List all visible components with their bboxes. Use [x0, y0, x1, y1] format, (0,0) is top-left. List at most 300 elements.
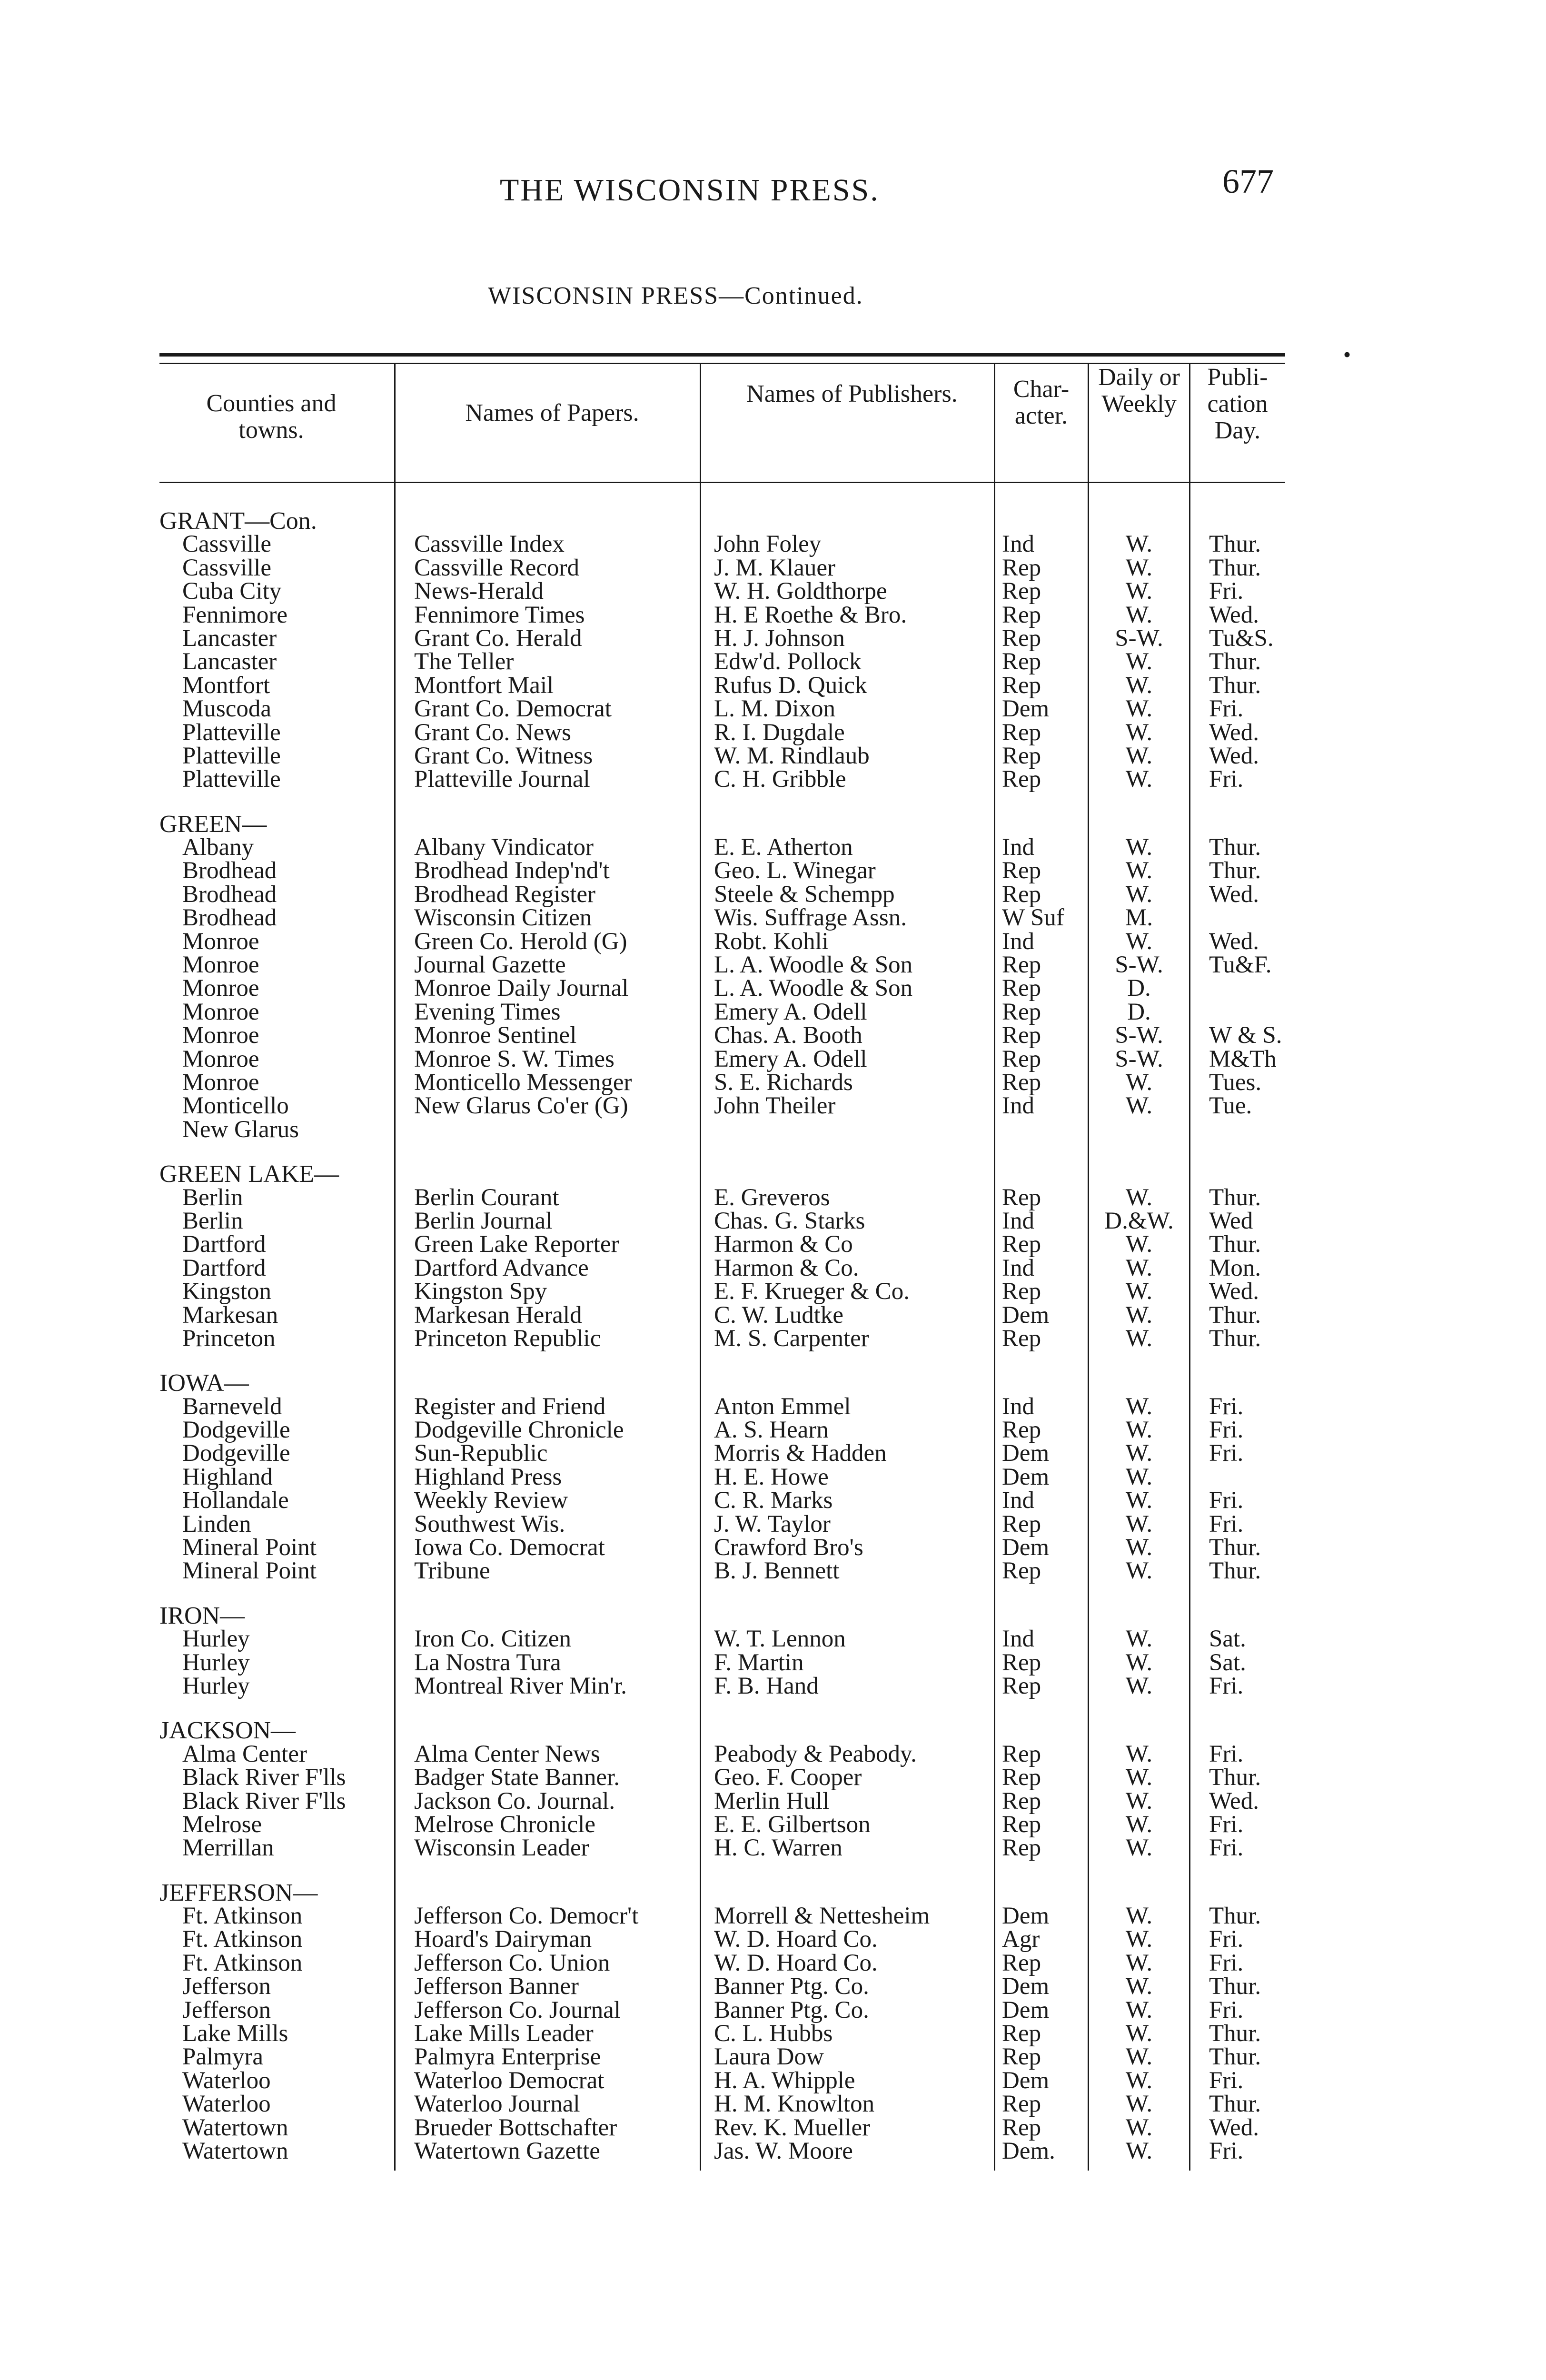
day-cell: Wed. [1209, 601, 1259, 628]
paper-cell: Monroe S. W. Times [414, 1045, 614, 1072]
day-cell: Fri. [1209, 2067, 1244, 2094]
column-day [1209, 509, 1285, 2163]
day-cell: Fri. [1209, 1811, 1244, 1838]
paper-cell: Green Co. Herold (G) [414, 928, 627, 955]
town-cell: Brodhead [182, 904, 277, 932]
paper-cell: Badger State Banner. [414, 1764, 620, 1791]
day-cell [1209, 977, 1285, 1000]
town-cell: New Glarus [182, 1116, 299, 1143]
paper-cell: Watertown Gazette [414, 2138, 600, 2164]
paper-cell: Albany Vindicator [414, 834, 594, 861]
publisher-cell: Steele & Schempp [714, 881, 895, 908]
day-cell: Fri. [1209, 578, 1244, 605]
day-cell: M&Th [1209, 1045, 1277, 1072]
character-cell [1002, 1118, 1088, 1141]
character-cell: Ind [1002, 1487, 1034, 1514]
character-cell: Rep [1002, 601, 1041, 628]
paper-cell: Sun-Republic [414, 1440, 548, 1467]
frequency-cell: W. [1125, 1092, 1153, 1120]
page-number: 677 [1222, 162, 1274, 200]
town-cell: Barneveld [182, 1393, 282, 1420]
town-cell: Ft. Atkinson [182, 1903, 303, 1930]
paper-cell: Tribune [414, 1557, 490, 1585]
spacer-row [1002, 1604, 1088, 1627]
day-cell: Fri. [1209, 1996, 1244, 2023]
character-cell: Rep [1002, 742, 1041, 769]
character-cell: Rep [1002, 648, 1041, 675]
town-cell: Berlin [182, 1207, 243, 1234]
town-cell: Monroe [182, 1022, 259, 1049]
publisher-cell: H. J. Johnson [714, 625, 845, 652]
day-cell: Sat. [1209, 1649, 1246, 1676]
character-cell: Dem [1002, 1903, 1050, 1930]
day-cell: Thur. [1209, 2020, 1261, 2047]
character-cell: Rep [1002, 1045, 1041, 1072]
header-frequency: Daily or Weekly [1098, 364, 1180, 417]
character-cell: Rep [1002, 2043, 1041, 2071]
spacer-row [1002, 1881, 1088, 1904]
character-cell: Ind [1002, 531, 1034, 558]
day-cell: Fri. [1209, 1949, 1244, 1976]
day-cell: Thur. [1209, 857, 1261, 884]
frequency-cell: W. [1125, 1996, 1153, 2023]
character-cell: Rep [1002, 2091, 1041, 2118]
paper-cell: Kingston Spy [414, 1278, 547, 1305]
day-cell: Wed. [1209, 1278, 1259, 1305]
column-towns [159, 509, 393, 2163]
frequency-cell: W. [1125, 2138, 1153, 2164]
paper-cell: Platteville Journal [414, 766, 590, 793]
frequency-cell: D. [1127, 998, 1151, 1025]
day-cell: Mon. [1209, 1254, 1261, 1281]
town-cell: Albany [182, 834, 254, 861]
frequency-cell: W. [1125, 1301, 1153, 1329]
frequency-cell: W. [1125, 1926, 1153, 1953]
day-cell: Thur. [1209, 834, 1261, 861]
publisher-cell: Emery A. Odell [714, 998, 867, 1025]
frequency-cell: W. [1125, 1231, 1153, 1258]
day-cell: Sat. [1209, 1626, 1246, 1653]
county-heading: JEFFERSON— [159, 1879, 318, 1906]
character-cell: Rep [1002, 766, 1041, 793]
paper-cell: Princeton Republic [414, 1325, 601, 1352]
frequency-cell: W. [1125, 1672, 1153, 1699]
frequency-cell: W. [1125, 1764, 1153, 1791]
day-cell: Wed [1209, 1207, 1253, 1234]
town-cell: Waterloo [182, 2091, 271, 2118]
publisher-cell: Emery A. Odell [714, 1045, 867, 1072]
county-heading: GREEN LAKE— [159, 1160, 339, 1188]
paper-cell: Monticello Messenger [414, 1069, 632, 1096]
spacer-row [1209, 1371, 1285, 1395]
paper-cell: Dartford Advance [414, 1254, 589, 1281]
frequency-cell: W. [1125, 601, 1153, 628]
town-cell: Berlin [182, 1184, 243, 1211]
town-cell: Monroe [182, 928, 259, 955]
spacer-row [1209, 1162, 1285, 1186]
frequency-cell: W. [1125, 719, 1153, 746]
margin-mark: • [1343, 342, 1351, 367]
paper-cell: Brueder Bottschafter [414, 2114, 617, 2141]
frequency-cell: W. [1125, 554, 1153, 581]
running-title: THE WISCONSIN PRESS. [500, 173, 880, 208]
character-cell: Rep [1002, 625, 1041, 652]
town-cell: Dartford [182, 1254, 266, 1281]
character-cell: Ind [1002, 834, 1034, 861]
paper-cell: Journal Gazette [414, 952, 566, 979]
town-cell: Palmyra [182, 2043, 263, 2071]
character-cell: Ind [1002, 1393, 1034, 1420]
spacer-row [1209, 813, 1285, 836]
paper-cell: Waterloo Journal [414, 2091, 580, 2118]
town-cell: Monroe [182, 1045, 259, 1072]
paper-cell: New Glarus Co'er (G) [414, 1092, 628, 1120]
paper-cell: Montreal River Min'r. [414, 1672, 627, 1699]
paper-cell: Montfort Mail [414, 672, 554, 699]
frequency-cell: W. [1125, 1787, 1153, 1815]
frequency-cell: W. [1125, 1835, 1153, 1862]
town-cell: Markesan [182, 1301, 278, 1329]
day-cell: Fri. [1209, 1393, 1244, 1420]
character-cell: Rep [1002, 857, 1041, 884]
day-cell: Tues. [1209, 1069, 1262, 1096]
character-cell: Rep [1002, 1835, 1041, 1862]
publisher-cell: E. E. Atherton [714, 834, 853, 861]
town-cell: Hurley [182, 1626, 250, 1653]
town-cell: Brodhead [182, 857, 277, 884]
town-cell: Merrillan [182, 1835, 274, 1862]
publisher-cell: L. A. Woodle & Son [714, 952, 913, 979]
publisher-cell: Edw'd. Pollock [714, 648, 862, 675]
day-cell: Fri. [1209, 2138, 1244, 2164]
paper-cell: Melrose Chronicle [414, 1811, 595, 1838]
header-bottom-rule [159, 482, 1285, 483]
publisher-cell: F. Martin [714, 1649, 804, 1676]
frequency-cell: W. [1125, 695, 1153, 723]
frequency-cell: W. [1125, 1487, 1153, 1514]
day-cell: Thur. [1209, 554, 1261, 581]
column-character [1002, 509, 1088, 2163]
character-cell: Rep [1002, 1510, 1041, 1537]
day-cell: Thur. [1209, 1301, 1261, 1329]
character-cell: Rep [1002, 1949, 1041, 1976]
town-cell: Lancaster [182, 625, 277, 652]
frequency-cell: W. [1125, 1649, 1153, 1676]
county-heading: GRANT—Con. [159, 507, 317, 535]
character-cell: Rep [1002, 2114, 1041, 2141]
publisher-cell: Peabody & Peabody. [714, 1740, 917, 1767]
frequency-cell: D.&W. [1104, 1207, 1174, 1234]
day-cell: Fri. [1209, 766, 1244, 793]
publisher-cell: Banner Ptg. Co. [714, 1996, 869, 2023]
paper-cell: Brodhead Indep'nd't [414, 857, 610, 884]
day-cell: Thur. [1209, 1764, 1261, 1791]
character-cell: Rep [1002, 1764, 1041, 1791]
frequency-cell: W. [1125, 1069, 1153, 1096]
paper-cell: The Teller [414, 648, 514, 675]
town-cell: Jefferson [182, 1973, 271, 2000]
paper-cell: Evening Times [414, 998, 561, 1025]
character-cell: Rep [1002, 1557, 1041, 1585]
frequency-cell: W. [1125, 672, 1153, 699]
spacer-row [414, 1881, 700, 1904]
day-cell: Thur. [1209, 1231, 1261, 1258]
publisher-cell: F. B. Hand [714, 1672, 819, 1699]
town-cell: Monroe [182, 1069, 259, 1096]
publisher-cell: W. T. Lennon [714, 1626, 846, 1653]
paper-cell: Berlin Courant [414, 1184, 559, 1211]
town-cell: Mineral Point [182, 1557, 317, 1585]
publisher-cell: Rev. K. Mueller [714, 2114, 871, 2141]
frequency-cell: S-W. [1115, 1045, 1163, 1072]
day-cell: Tue. [1209, 1092, 1252, 1120]
day-cell: Fri. [1209, 1487, 1244, 1514]
spacer-row [414, 1604, 700, 1627]
publisher-cell: John Foley [714, 531, 822, 558]
day-cell: Thur. [1209, 1534, 1261, 1561]
county-heading: GREEN— [159, 810, 267, 838]
character-cell: Dem [1002, 1463, 1050, 1490]
town-cell: Linden [182, 1510, 251, 1537]
frequency-cell: W. [1125, 648, 1153, 675]
day-cell: Thur. [1209, 672, 1261, 699]
town-cell: Watertown [182, 2114, 288, 2141]
frequency-cell: W. [1125, 1811, 1153, 1838]
publisher-cell: A. S. Hearn [714, 1417, 829, 1444]
header-papers: Names of Papers. [465, 399, 639, 426]
day-cell: Tu&F. [1209, 952, 1272, 979]
frequency-cell: W. [1125, 2043, 1153, 2071]
column-papers [414, 509, 700, 2163]
table-title: WISCONSIN PRESS—Continued. [488, 282, 863, 309]
town-cell: Ft. Atkinson [182, 1949, 303, 1976]
frequency-cell: M. [1125, 904, 1153, 932]
paper-cell: Grant Co. Herald [414, 625, 582, 652]
frequency-cell: W. [1125, 834, 1153, 861]
frequency-cell: W. [1125, 578, 1153, 605]
column-frequency [1089, 509, 1189, 2163]
town-cell: Hurley [182, 1672, 250, 1699]
spacer-row [1002, 509, 1088, 533]
frequency-cell: W. [1125, 1949, 1153, 1976]
frequency-cell: W. [1125, 1463, 1153, 1490]
day-cell: W & S. [1209, 1022, 1282, 1049]
spacer-row [714, 1371, 992, 1395]
paper-cell: Palmyra Enterprise [414, 2043, 601, 2071]
frequency-cell: W. [1125, 1973, 1153, 2000]
paper-cell: Green Lake Reporter [414, 1231, 619, 1258]
publisher-cell: Wis. Suffrage Assn. [714, 904, 907, 932]
publisher-cell: W. H. Goldthorpe [714, 578, 887, 605]
publisher-cell: R. I. Dugdale [714, 719, 845, 746]
frequency-cell: D. [1127, 975, 1151, 1002]
frequency-cell: W. [1125, 1626, 1153, 1653]
town-cell: Watertown [182, 2138, 288, 2164]
town-cell: Princeton [182, 1325, 276, 1352]
character-cell: Rep [1002, 881, 1041, 908]
frequency-cell: W. [1125, 1184, 1153, 1211]
publisher-cell: H. E Roethe & Bro. [714, 601, 907, 628]
publisher-cell: W. D. Hoard Co. [714, 1926, 878, 1953]
character-cell: Rep [1002, 975, 1041, 1002]
character-cell: Rep [1002, 2020, 1041, 2047]
character-cell: Rep [1002, 554, 1041, 581]
town-cell: Jefferson [182, 1996, 271, 2023]
spacer-row [1002, 1162, 1088, 1186]
divider-3 [994, 364, 995, 2171]
publisher-cell: Rufus D. Quick [714, 672, 867, 699]
character-cell: Rep [1002, 998, 1041, 1025]
character-cell: Dem [1002, 2067, 1050, 2094]
character-cell: Rep [1002, 1022, 1041, 1049]
spacer-row [714, 1162, 992, 1186]
character-cell: Rep [1002, 952, 1041, 979]
paper-cell: Grant Co. Witness [414, 742, 593, 769]
character-cell: Rep [1002, 672, 1041, 699]
character-cell: Rep [1002, 1069, 1041, 1096]
town-cell: Monroe [182, 952, 259, 979]
publisher-cell: M. S. Carpenter [714, 1325, 869, 1352]
character-cell: Rep [1002, 1417, 1041, 1444]
frequency-cell: W. [1125, 1903, 1153, 1930]
town-cell: Hollandale [182, 1487, 289, 1514]
spacer-row [1209, 1719, 1285, 1742]
paper-cell: Brodhead Register [414, 881, 595, 908]
spacer-row [714, 813, 992, 836]
spacer-row [1089, 1604, 1189, 1627]
publisher-cell: C. R. Marks [714, 1487, 833, 1514]
town-cell: Mineral Point [182, 1534, 317, 1561]
paper-cell: Jefferson Co. Democr't [414, 1903, 639, 1930]
paper-cell: Cassville Record [414, 554, 580, 581]
publisher-cell: J. W. Taylor [714, 1510, 831, 1537]
town-cell: Dodgeville [182, 1440, 290, 1467]
frequency-cell: W. [1125, 1254, 1153, 1281]
publisher-cell: W. M. Rindlaub [714, 742, 870, 769]
character-cell: Rep [1002, 1325, 1041, 1352]
county-heading: IOWA— [159, 1369, 249, 1397]
spacer-row [1002, 1371, 1088, 1395]
day-cell: Fri. [1209, 1926, 1244, 1953]
day-cell: Tu&S. [1209, 625, 1274, 652]
day-cell: Thur. [1209, 648, 1261, 675]
spacer-row [714, 1604, 992, 1627]
frequency-cell: W. [1125, 1557, 1153, 1585]
character-cell: Rep [1002, 1649, 1041, 1676]
publisher-cell: J. M. Klauer [714, 554, 835, 581]
divider-1 [394, 364, 396, 2171]
publisher-cell: Crawford Bro's [714, 1534, 863, 1561]
spacer-row [1089, 1371, 1189, 1395]
publisher-cell: Chas. G. Starks [714, 1207, 865, 1234]
paper-cell: Wisconsin Citizen [414, 904, 592, 932]
paper-cell: Iowa Co. Democrat [414, 1534, 605, 1561]
day-cell: Thur. [1209, 1557, 1261, 1585]
character-cell: Ind [1002, 1207, 1034, 1234]
frequency-cell: W. [1125, 1440, 1153, 1467]
day-cell [1209, 1001, 1285, 1024]
publisher-cell: E. E. Gilbertson [714, 1811, 871, 1838]
paper-cell: Monroe Sentinel [414, 1022, 577, 1049]
town-cell: Monticello [182, 1092, 289, 1120]
publisher-cell: H. A. Whipple [714, 2067, 855, 2094]
publisher-cell: Anton Emmel [714, 1393, 851, 1420]
publisher-cell: Merlin Hull [714, 1787, 830, 1815]
town-cell: Platteville [182, 766, 281, 793]
frequency-cell: S-W. [1115, 952, 1163, 979]
paper-cell: Jefferson Co. Journal [414, 1996, 621, 2023]
town-cell: Montfort [182, 672, 270, 699]
publisher-cell: Harmon & Co. [714, 1254, 859, 1281]
column-publishers [714, 509, 992, 2163]
day-cell: Wed. [1209, 881, 1259, 908]
frequency-cell [1089, 1118, 1189, 1141]
character-cell: Rep [1002, 1184, 1041, 1211]
divider-2 [700, 364, 701, 2171]
paper-cell: Register and Friend [414, 1393, 606, 1420]
spacer-row [1002, 813, 1088, 836]
character-cell: Dem [1002, 695, 1050, 723]
publisher-cell: Banner Ptg. Co. [714, 1973, 869, 2000]
publisher-cell [714, 1118, 992, 1141]
town-cell: Cuba City [182, 578, 282, 605]
day-cell: Fri. [1209, 695, 1244, 723]
publisher-cell: Harmon & Co [714, 1231, 853, 1258]
publisher-cell: Geo. L. Winegar [714, 857, 876, 884]
character-cell: Dem [1002, 1440, 1050, 1467]
day-cell: Thur. [1209, 2091, 1261, 2118]
town-cell: Monroe [182, 998, 259, 1025]
character-cell: Dem [1002, 1301, 1050, 1329]
day-cell: Thur. [1209, 1184, 1261, 1211]
town-cell: Alma Center [182, 1740, 307, 1767]
day-cell: Thur. [1209, 1903, 1261, 1930]
day-cell: Thur. [1209, 531, 1261, 558]
publisher-cell: H. M. Knowlton [714, 2091, 875, 2118]
day-cell: Fri. [1209, 1440, 1244, 1467]
frequency-cell: W. [1125, 2091, 1153, 2118]
frequency-cell: W. [1125, 1393, 1153, 1420]
publisher-cell: W. D. Hoard Co. [714, 1949, 878, 1976]
publisher-cell: C. W. Ludtke [714, 1301, 844, 1329]
town-cell: Highland [182, 1463, 273, 1490]
county-heading: IRON— [159, 1602, 245, 1629]
character-cell: Rep [1002, 1672, 1041, 1699]
spacer-row [414, 509, 700, 533]
paper-cell: Jefferson Co. Union [414, 1949, 610, 1976]
spacer-row [414, 1371, 700, 1395]
paper-cell: Fennimore Times [414, 601, 585, 628]
header-counties: Counties and towns. [206, 390, 337, 444]
header-publishers: Names of Publishers. [746, 380, 958, 407]
spacer-row [1089, 1162, 1189, 1186]
day-cell: Fri. [1209, 1510, 1244, 1537]
publisher-cell: B. J. Bennett [714, 1557, 840, 1585]
day-cell: Wed. [1209, 2114, 1259, 2141]
day-cell: Fri. [1209, 1672, 1244, 1699]
town-cell: Cassville [182, 531, 271, 558]
town-cell: Lancaster [182, 648, 277, 675]
spacer-row [1002, 1719, 1088, 1742]
character-cell: Rep [1002, 1231, 1041, 1258]
town-cell: Platteville [182, 742, 281, 769]
paper-cell: Jefferson Banner [414, 1973, 579, 2000]
day-cell: Thur. [1209, 2043, 1261, 2071]
publisher-cell: Chas. A. Booth [714, 1022, 862, 1049]
town-cell: Dodgeville [182, 1417, 290, 1444]
character-cell: Rep [1002, 719, 1041, 746]
spacer-row [1209, 1604, 1285, 1627]
